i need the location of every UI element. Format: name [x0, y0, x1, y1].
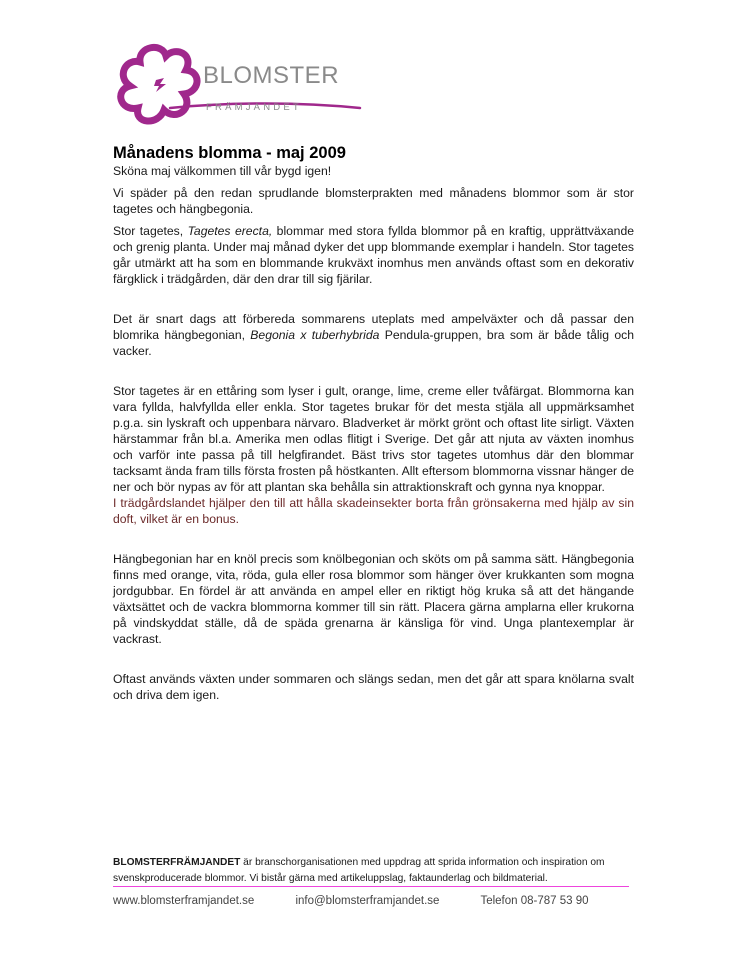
paragraph	[113, 223, 634, 287]
paragraph: Hängbegonian har en knöl precis som knölbegonian och sköts om på samma sätt. Hängbegonia finns med orange, vita, röda, gula eller rosa blommor som hänger över krukkanten som mogna jordgubbar. En fördel är att använda en ampel eller en riktigt hög kruka så att det hängande växtsättet och de vackra blommorna kommer till sin rätt. Placera gärna amplarna eller krukorna på vindskyddat ställe, då de späda grenarna är känsliga för vind. Unga plantexemplar är vackrast.	[113, 552, 634, 646]
paragraph: Sköna maj välkommen till vår bygd igen!	[113, 164, 332, 178]
footer-org: BLOMSTERFRÄMJANDET	[113, 857, 241, 868]
highlighted-text: I trädgårdslandet hjälper den till att hålla skadeinsekter borta från grönsakerna med hjälp av sin doft, vilket är en bonus.	[113, 496, 634, 526]
article-body	[113, 163, 634, 706]
paragraph-text: Vi späder på den redan sprudlande blomsterprakten med månadens blommor som är stor tagetes och hängbegonia.	[113, 186, 634, 216]
logo-wordmark: BLOMSTER	[203, 62, 340, 89]
paragraph	[113, 311, 634, 359]
email-link[interactable]: info@blomsterframjandet.se	[295, 895, 440, 907]
logo-subtitle: FRÄMJANDET	[206, 102, 302, 113]
latin-name: Begonia x tuberhybrida	[250, 328, 380, 342]
footer-text: är branschorganisationen med uppdrag att sprida information och inspiration om svenskproducerade blommor. Vi bistår gärna med artikeluppslag, faktaunderlag och bildmaterial.	[113, 857, 605, 884]
footer-about	[113, 855, 629, 887]
footer-contacts	[113, 895, 627, 907]
paragraph-text: Stor tagetes,	[113, 224, 188, 238]
paragraph-text: Pendula-gruppen, bra som är både tålig och vacker.	[113, 328, 634, 358]
paragraph-text: blommar med stora fyllda blommor på en kraftig, upprättväxande och grenig planta. Under maj månad dyker det upp blommande exemplar i handeln. Stor tagetes går utmärkt att ha som en blommande krukväxt inomhus men används oftast som en dekorativ färgklick i trädgården, där den drar till sig fjärilar.	[113, 224, 634, 286]
paragraph	[113, 383, 634, 527]
website-link[interactable]: www.blomsterframjandet.se	[113, 895, 255, 907]
page-title: Månadens blomma - maj 2009	[113, 144, 346, 162]
paragraph	[113, 185, 634, 217]
footer-divider	[113, 886, 629, 887]
latin-name: Tagetes erecta,	[187, 224, 273, 238]
paragraph-text: Det är snart dags att förbereda sommarens uteplats med ampelväxter och då passar den blomrika hängbegonian,	[113, 312, 634, 342]
paragraph-text: Stor tagetes är en ettåring som lyser i gult, orange, lime, creme eller tvåfärgat. Blommorna kan vara fyllda, halvfyllda eller enkla. Stor tagetes brukar för det mesta stjäla all uppmärksamhet p.g.a. sin lyskraft och uppenbara närvaro. Bladverket är mörkt grönt och oftast lite sirligt. Växten härstammar från bl.a. Amerika men odlas flitigt i Sverige. Det går att njuta av växten inomhus och varför inte passa på till helgfirandet. Bäst trivs stor tagetes utomhus där den blommar tacksamt ända fram tills första frosten på höstkanten. Allt eftersom blommorna vissnar hänger de ner och bör nypas av för att plantan ska behålla sin attraktionskraft och gynna nya knoppar.	[113, 384, 634, 494]
phone-number: Telefon 08-787 53 90	[480, 895, 589, 907]
paragraph: Oftast används växten under sommaren och slängs sedan, men det går att spara knölarna svalt och driva dem igen.	[113, 672, 634, 702]
blomsterframjandet-logo	[110, 40, 370, 135]
